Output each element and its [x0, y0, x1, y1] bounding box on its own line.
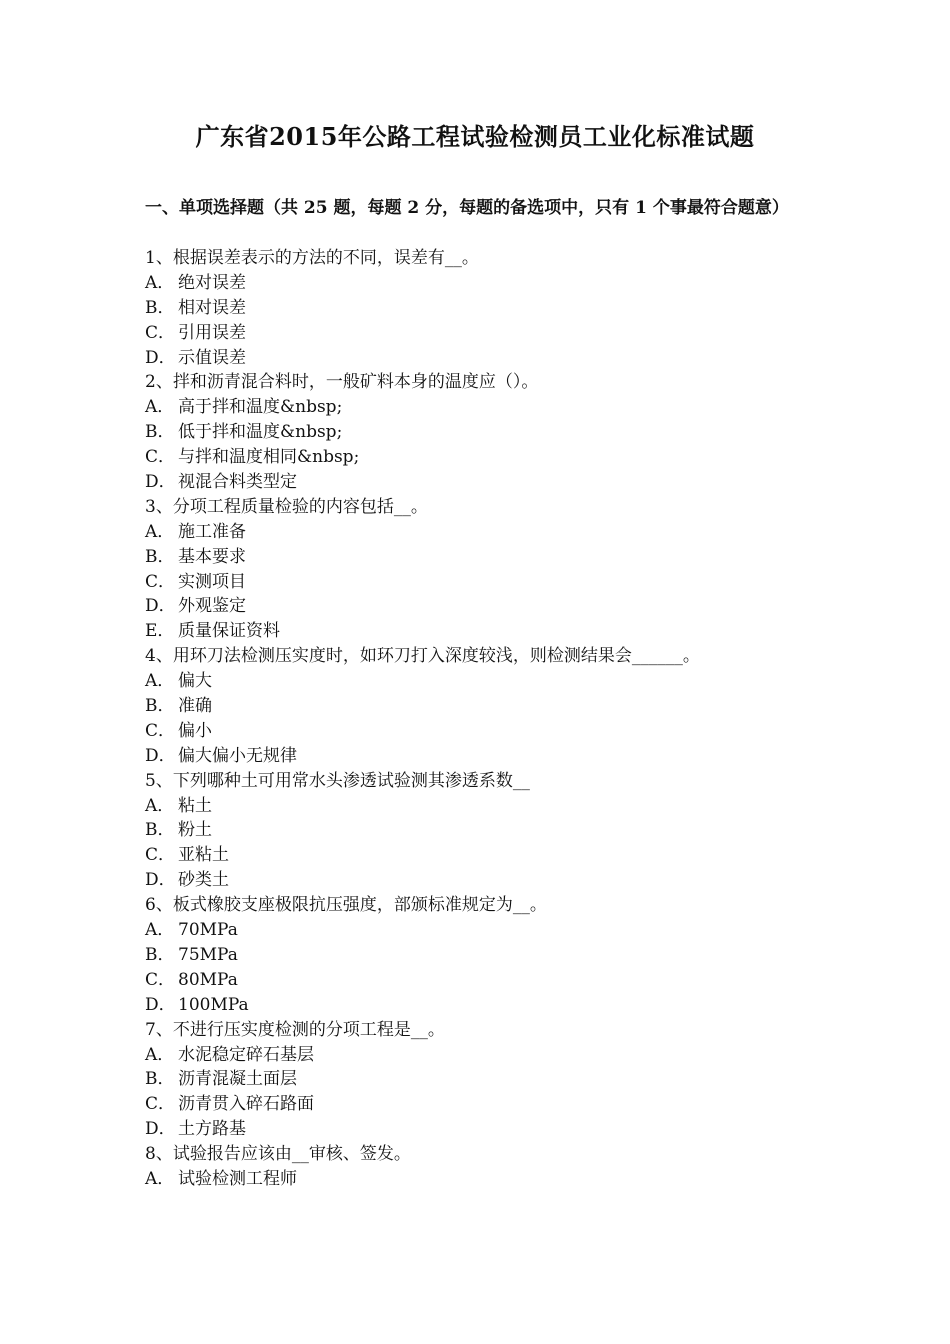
- document-title: 广东省2015年公路工程试验检测员工业化标准试题: [195, 122, 755, 151]
- option-letter: A．: [145, 920, 175, 941]
- question-stem: 7、不进行压实度检测的分项工程是__。: [145, 1019, 445, 1040]
- option-text: 基本要求: [178, 546, 246, 567]
- answer-option: [145, 445, 825, 470]
- answer-option: [145, 719, 825, 744]
- option-text: 75MPa: [178, 944, 238, 965]
- option-text: 绝对误差: [178, 272, 246, 293]
- option-letter: D．: [145, 870, 176, 891]
- option-letter: C．: [145, 322, 176, 343]
- question-stem: 3、分项工程质量检验的内容包括__。: [145, 496, 428, 517]
- option-text: 外观鉴定: [178, 596, 246, 617]
- option-letter: B．: [145, 820, 175, 841]
- option-letter: C．: [145, 571, 176, 592]
- question-stem: 5、下列哪种土可用常水头渗透试验测其渗透系数__: [145, 770, 530, 791]
- section-heading: 一、单项选择题（共 25 题，每题 2 分，每题的备选项中，只有 1 个事最符合题意）: [145, 198, 789, 218]
- answer-option: [145, 395, 825, 420]
- option-letter: D．: [145, 745, 176, 766]
- option-text: 质量保证资料: [178, 621, 280, 642]
- answer-option: [145, 1092, 825, 1117]
- option-text: 低于拌和温度&nbsp;: [178, 422, 343, 443]
- option-text: 沥青贯入碎石路面: [178, 1094, 314, 1115]
- option-letter: A．: [145, 521, 175, 542]
- option-letter: A．: [145, 1044, 175, 1065]
- option-text: 准确: [178, 696, 212, 717]
- option-text: 土方路基: [178, 1119, 246, 1140]
- option-letter: B．: [145, 944, 175, 965]
- answer-option: [145, 968, 825, 993]
- option-text: 水泥稳定碎石基层: [178, 1044, 314, 1065]
- option-text: 施工准备: [178, 521, 246, 542]
- option-letter: C．: [145, 720, 176, 741]
- answer-option: [145, 619, 825, 644]
- option-text: 100MPa: [178, 994, 249, 1015]
- option-letter: B．: [145, 297, 175, 318]
- option-letter: C．: [145, 969, 176, 990]
- answer-option: [145, 1117, 825, 1142]
- option-text: 相对误差: [178, 297, 246, 318]
- answer-option: [145, 296, 825, 321]
- answer-option: [145, 321, 825, 346]
- option-text: 与拌和温度相同&nbsp;: [178, 447, 360, 468]
- option-text: 亚粘土: [178, 845, 229, 866]
- option-letter: C．: [145, 1094, 176, 1115]
- answer-option: [145, 520, 825, 545]
- question-stem: 1、根据误差表示的方法的不同，误差有__。: [145, 248, 479, 268]
- option-text: 引用误差: [178, 322, 246, 343]
- option-text: 偏大: [178, 671, 212, 692]
- option-text: 粉土: [178, 820, 212, 841]
- answer-option: [145, 694, 825, 719]
- option-text: 视混合料类型定: [178, 472, 297, 493]
- question-stem: 6、板式橡胶支座极限抗压强度，部颁标准规定为__。: [145, 895, 547, 916]
- answer-option: [145, 818, 825, 843]
- option-text: 试验检测工程师: [178, 1168, 297, 1189]
- option-letter: A．: [145, 272, 175, 293]
- answer-option: [145, 1067, 825, 1092]
- option-letter: D．: [145, 1119, 176, 1140]
- answer-option: [145, 420, 825, 445]
- option-letter: B．: [145, 546, 175, 567]
- option-letter: C．: [145, 447, 176, 468]
- question-list: [145, 246, 825, 1192]
- option-text: 高于拌和温度&nbsp;: [178, 397, 343, 418]
- answer-option: [145, 1043, 825, 1068]
- answer-option: [145, 993, 825, 1018]
- option-text: 示值误差: [178, 347, 246, 368]
- option-text: 70MPa: [178, 920, 238, 941]
- answer-option: [145, 545, 825, 570]
- option-letter: A．: [145, 1168, 175, 1189]
- answer-option: [145, 669, 825, 694]
- option-letter: D．: [145, 596, 176, 617]
- option-text: 偏小: [178, 720, 212, 741]
- option-letter: D．: [145, 994, 176, 1015]
- answer-option: [145, 868, 825, 893]
- option-letter: D．: [145, 347, 176, 368]
- option-letter: E．: [145, 621, 175, 642]
- option-letter: B．: [145, 422, 175, 443]
- option-text: 80MPa: [178, 969, 238, 990]
- answer-option: [145, 794, 825, 819]
- option-letter: B．: [145, 696, 175, 717]
- option-letter: A．: [145, 671, 175, 692]
- option-text: 粘土: [178, 795, 212, 816]
- answer-option: [145, 346, 825, 371]
- option-letter: C．: [145, 845, 176, 866]
- answer-option: [145, 470, 825, 495]
- option-text: 沥青混凝土面层: [178, 1069, 297, 1090]
- option-letter: A．: [145, 795, 175, 816]
- question-stem: 2、拌和沥青混合料时，一般矿料本身的温度应（）。: [145, 372, 539, 393]
- answer-option: [145, 744, 825, 769]
- answer-option: [145, 1167, 825, 1192]
- option-letter: A．: [145, 397, 175, 418]
- answer-option: [145, 918, 825, 943]
- answer-option: [145, 943, 825, 968]
- option-text: 实测项目: [178, 571, 246, 592]
- option-letter: B．: [145, 1069, 175, 1090]
- answer-option: [145, 271, 825, 296]
- answer-option: [145, 843, 825, 868]
- option-text: 偏大偏小无规律: [178, 745, 297, 766]
- answer-option: [145, 570, 825, 595]
- answer-option: [145, 594, 825, 619]
- question-stem: 4、用环刀法检测压实度时，如环刀打入深度较浅，则检测结果会______。: [145, 646, 700, 667]
- option-letter: D．: [145, 472, 176, 493]
- question-stem: 8、试验报告应该由__审核、签发。: [145, 1144, 411, 1165]
- option-text: 砂类土: [178, 870, 229, 891]
